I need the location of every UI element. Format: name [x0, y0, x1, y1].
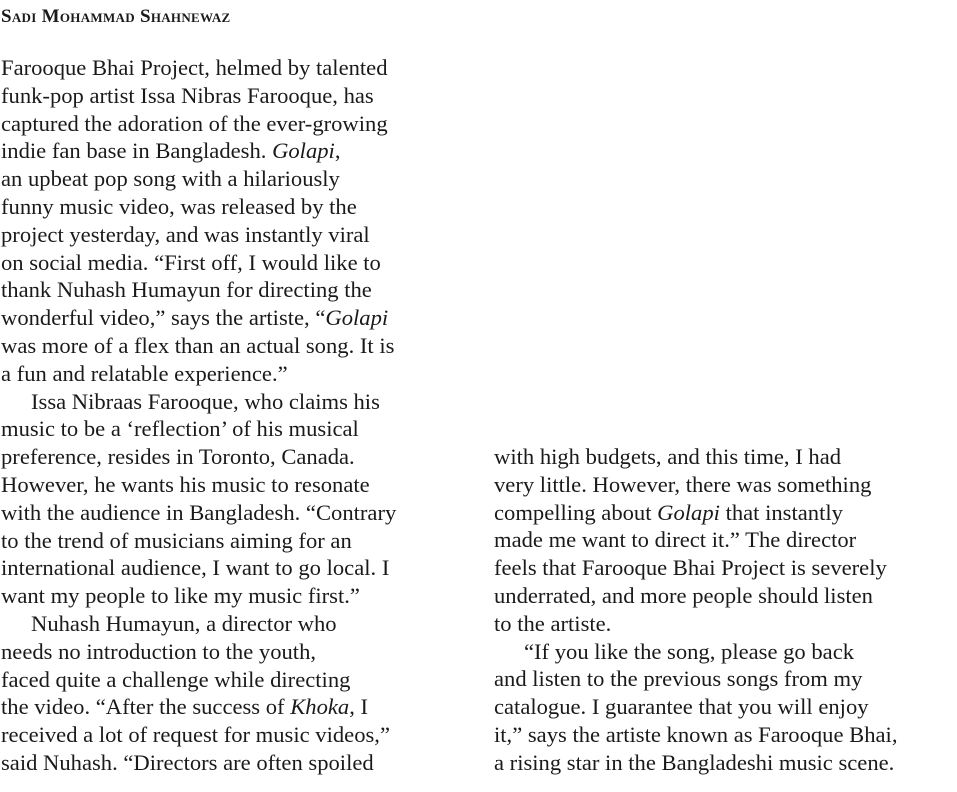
text-segment: preference, resides in Toronto, Canada. [1, 444, 355, 470]
text-segment: to the trend of musicians aiming for an [1, 527, 352, 553]
text-line [494, 721, 956, 749]
text-segment: want my people to like my music first.” [1, 583, 360, 609]
text-line [1, 54, 471, 82]
text-line [494, 749, 956, 777]
italic-title: Golapi [272, 138, 335, 164]
text-segment: underrated, and more people should listen [494, 582, 873, 608]
text-line [1, 249, 471, 277]
text-line [1, 193, 471, 221]
text-line [494, 554, 956, 582]
text-segment: catalogue. I guarantee that you will enjoy [494, 694, 869, 720]
text-segment: to the artiste. [494, 610, 612, 636]
text-segment: captured the adoration of the ever-growing [1, 110, 388, 136]
text-line [1, 388, 471, 416]
text-segment: and listen to the previous songs from my [494, 666, 863, 692]
text-line [1, 471, 471, 499]
text-line [1, 554, 471, 582]
text-segment: compelling about [494, 499, 658, 525]
italic-title: Golapi [657, 499, 720, 525]
text-line [1, 304, 471, 332]
text-line [494, 610, 956, 638]
text-segment: with high budgets, and this time, I had [494, 444, 842, 469]
italic-title: Golapi [325, 305, 389, 331]
text-line [1, 721, 471, 749]
text-segment: music to be a ‘reflection’ of his musical [1, 416, 359, 442]
text-segment: international audience, I want to go local. I [1, 555, 390, 581]
text-line [494, 582, 956, 610]
text-line [1, 137, 471, 165]
text-line [1, 165, 471, 193]
text-segment: the video. “After the success of [1, 694, 291, 720]
text-segment: said Nuhash. “Directors are often spoiled [1, 749, 374, 775]
text-segment: wonderful video,” says the artiste, “ [1, 305, 326, 331]
text-segment: “If you like the song, please go back [524, 638, 855, 664]
text-line [494, 499, 956, 527]
text-line [1, 499, 471, 527]
text-line [1, 693, 471, 721]
text-segment: on social media. “First off, I would like to [1, 249, 381, 275]
text-segment: Farooque Bhai Project, helmed by talented [1, 55, 388, 80]
text-segment: faced quite a challenge while directing [1, 666, 351, 692]
text-line [494, 638, 956, 666]
text-line [494, 526, 956, 554]
text-segment: very little. However, there was something [494, 471, 872, 497]
text-line [1, 221, 471, 249]
text-segment: However, he wants his music to resonate [1, 471, 370, 497]
text-line [1, 82, 471, 110]
text-segment: feels that Farooque Bhai Project is severely [494, 555, 887, 581]
text-line [1, 582, 471, 610]
text-segment: funk-pop artist Issa Nibras Farooque, has [1, 82, 374, 108]
text-line [494, 443, 956, 471]
text-segment: project yesterday, and was instantly viral [1, 221, 370, 247]
text-segment: thank Nuhash Humayun for directing the [1, 277, 372, 303]
text-line [494, 693, 956, 721]
text-segment: with the audience in Bangladesh. “Contrary [1, 499, 397, 525]
text-line [1, 749, 471, 777]
text-line [1, 332, 471, 360]
text-line [1, 443, 471, 471]
text-segment: Issa Nibraas Farooque, who claims his [31, 388, 380, 414]
text-line [1, 638, 471, 666]
text-segment: Nuhash Humayun, a director who [31, 610, 337, 636]
text-segment: an upbeat pop song with a hilariously [1, 166, 340, 192]
text-line [1, 666, 471, 694]
text-segment: a fun and relatable experience.” [1, 360, 288, 386]
text-segment: was more of a flex than an actual song. It is [1, 332, 395, 358]
text-segment: needs no introduction to the youth, [1, 638, 317, 664]
text-line [494, 665, 956, 693]
text-segment: received a lot of request for music videos,” [1, 722, 390, 748]
text-line [1, 527, 471, 555]
article-column-right [494, 443, 956, 777]
italic-title: Khoka [290, 694, 350, 720]
text-line [494, 471, 956, 499]
author-byline: Sadi Mohammad Shahnewaz [1, 6, 231, 27]
text-segment: that instantly [719, 499, 843, 525]
text-segment: made me want to direct it.” The director [494, 527, 857, 553]
text-segment: funny music video, was released by the [1, 193, 357, 219]
text-line [1, 415, 471, 443]
text-line [1, 276, 471, 304]
text-segment: indie fan base in Bangladesh. [1, 138, 273, 164]
text-line [1, 110, 471, 138]
text-segment: , [334, 138, 341, 164]
text-segment: it,” says the artiste known as Farooque Bhai, [494, 721, 898, 747]
text-line [1, 610, 471, 638]
text-segment: a rising star in the Bangladeshi music scene. [494, 749, 895, 775]
text-segment: , I [349, 694, 369, 720]
article-column-left [1, 54, 471, 777]
text-line [1, 360, 471, 388]
